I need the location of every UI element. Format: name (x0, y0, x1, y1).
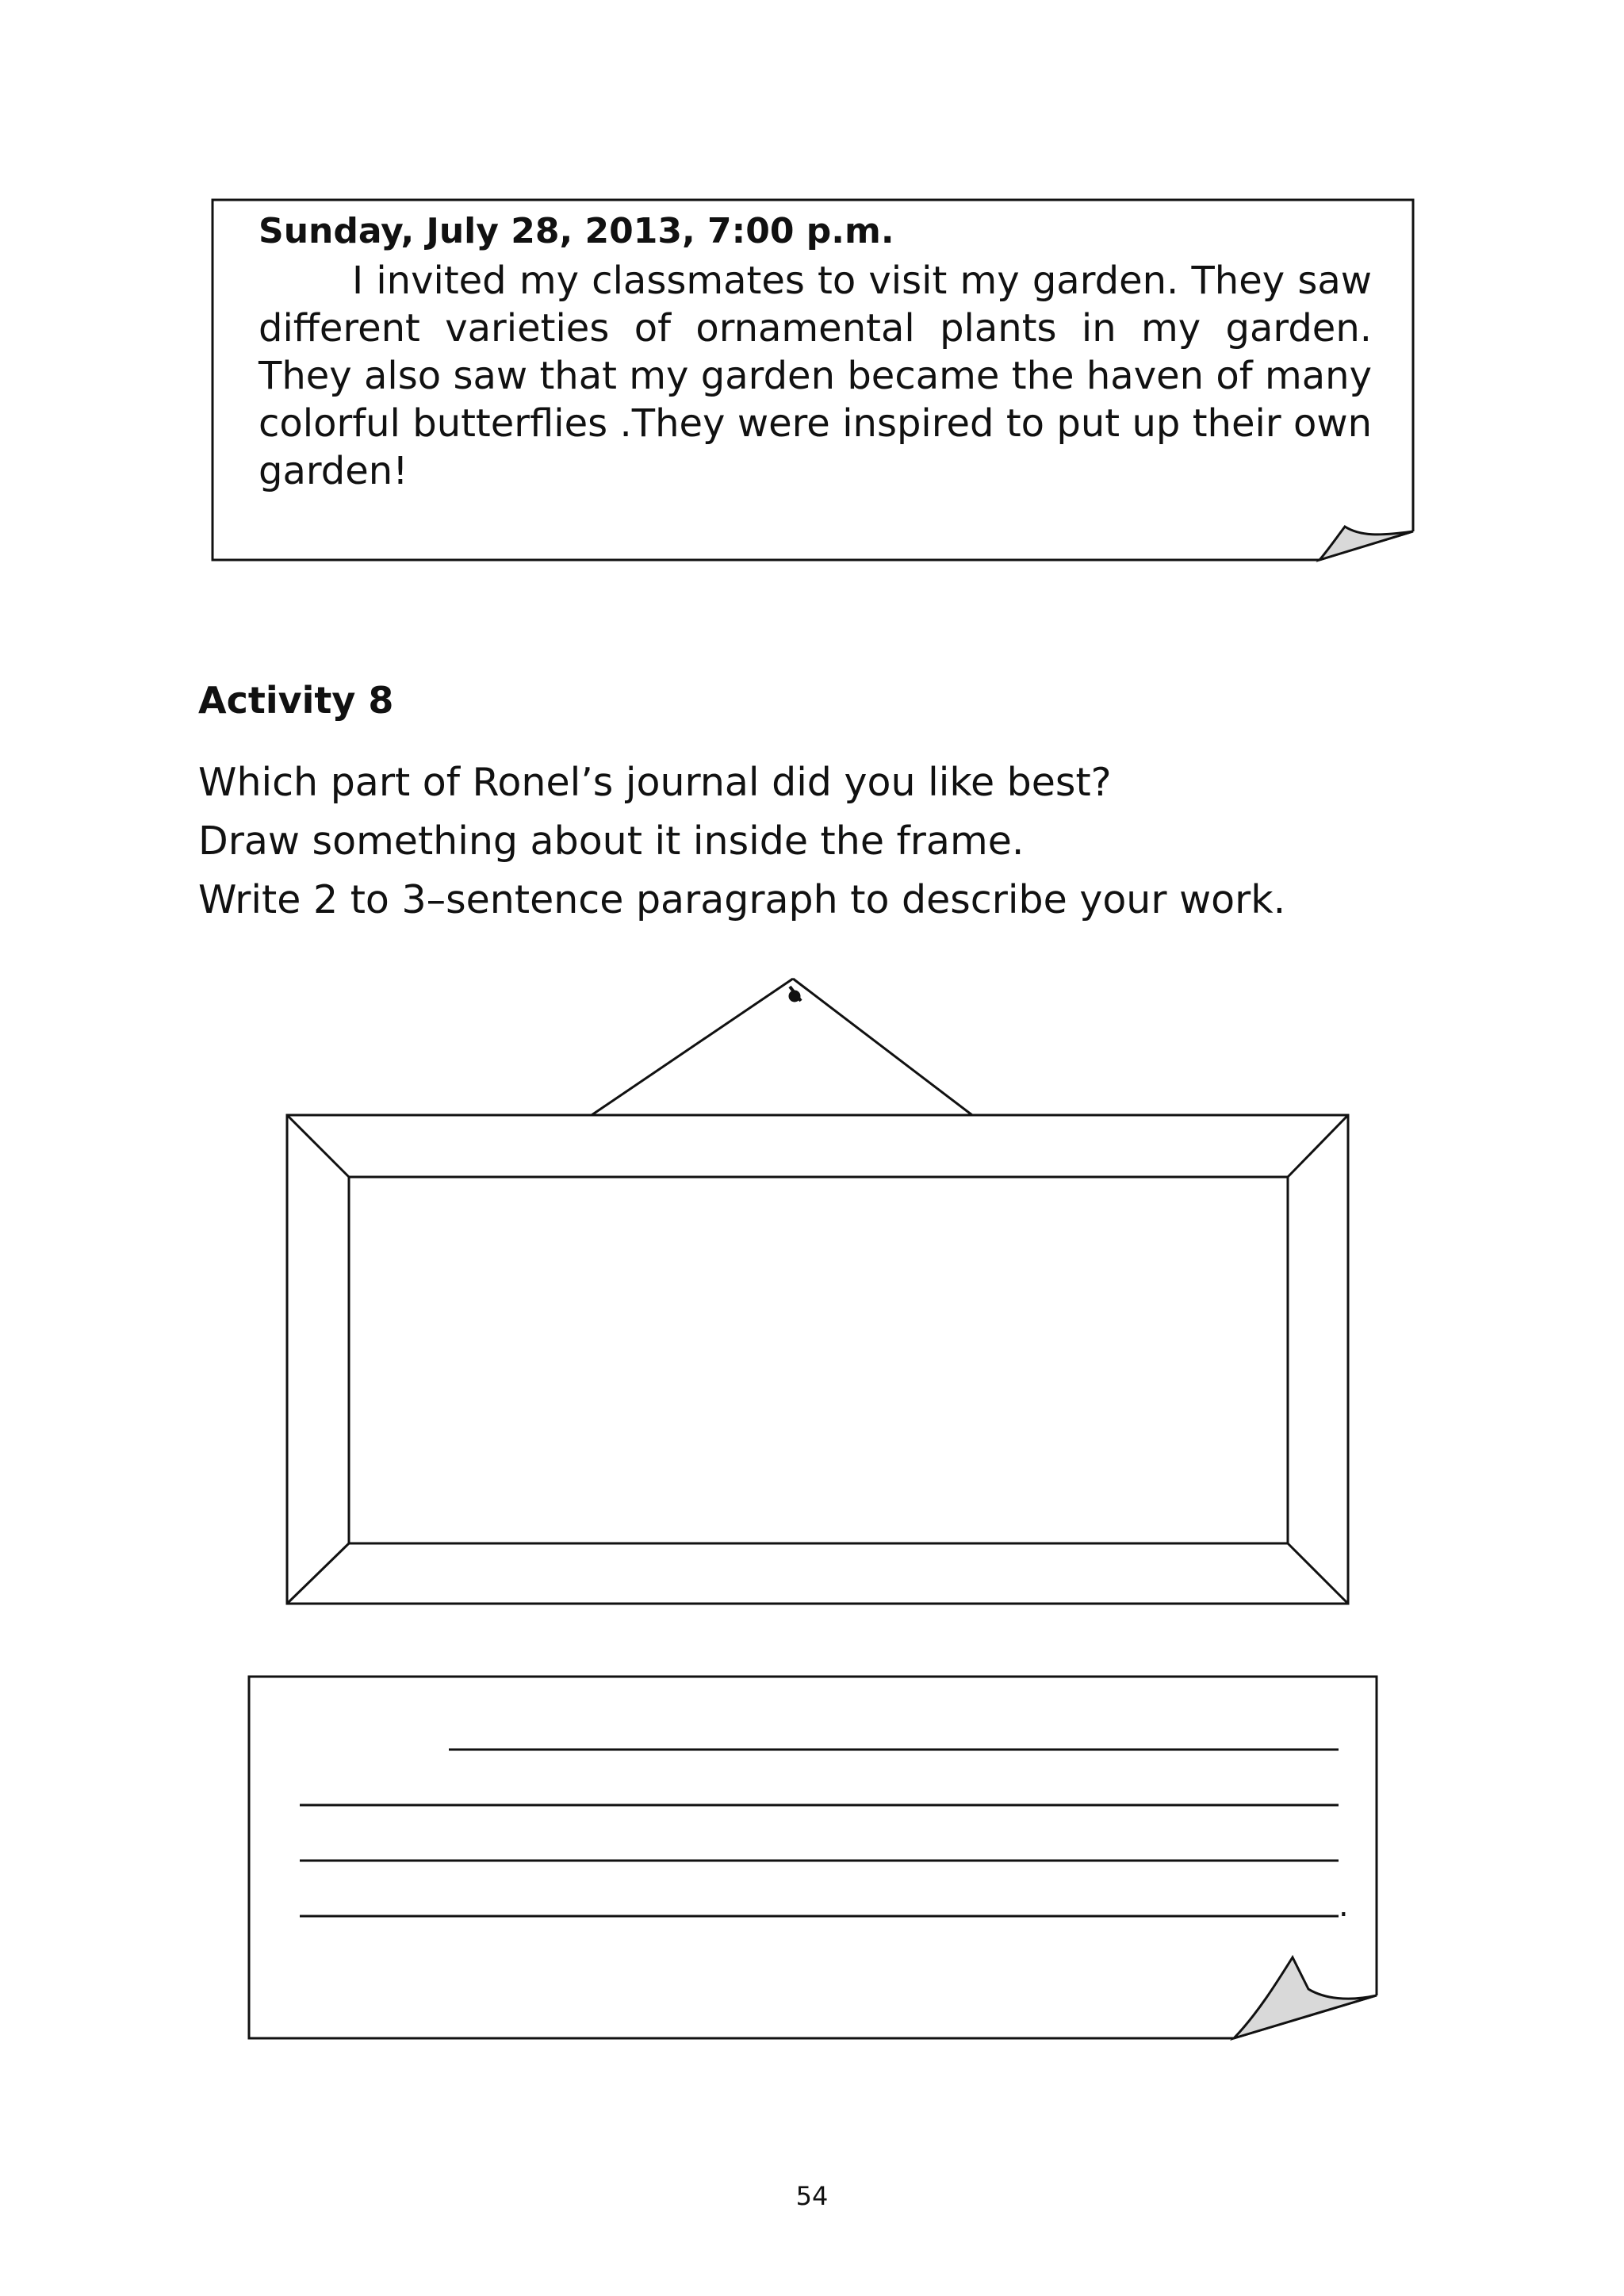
page-curl-icon (1234, 1957, 1377, 2038)
nail-icon (790, 987, 801, 1001)
drawing-area[interactable] (349, 1177, 1288, 1543)
frame-outer (287, 1115, 1348, 1604)
page-number: 54 (795, 2181, 829, 2211)
writing-end-mark: . (1339, 1888, 1349, 1924)
instruction-1: Which part of Ronel’s journal did you like best? (198, 760, 1112, 805)
journal-date: Sunday, July 28, 2013, 7:00 p.m. (259, 211, 894, 251)
picture-frame (287, 979, 1348, 1604)
writing-box (249, 1677, 1377, 2038)
activity-title: Activity 8 (198, 679, 394, 722)
instruction-3: Write 2 to 3–sentence paragraph to describe your work. (198, 877, 1286, 922)
instruction-2: Draw something about it inside the frame. (198, 818, 1025, 864)
journal-body: I invited my classmates to visit my garden. They saw different varieties of ornamental plants in my garden. They also saw that my garden became the haven of many colorful butterflies .They were inspired to put up their own garden! (259, 259, 1372, 493)
page-curl-icon (1320, 527, 1413, 560)
hanging-string (592, 979, 793, 1115)
